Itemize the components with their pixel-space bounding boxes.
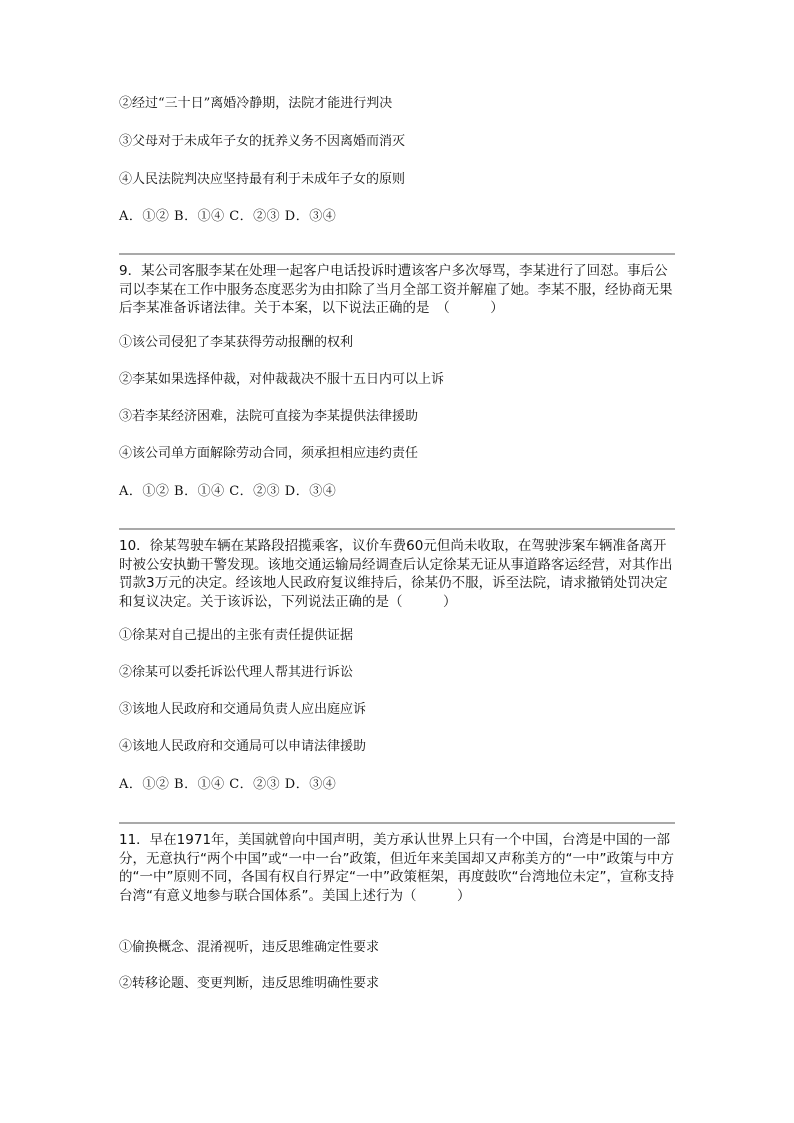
question-9 xyxy=(119,253,675,318)
q8-answer-choices: A．①② B．①④ C．②③ D．③④ xyxy=(119,209,337,224)
q9-option-1: ①该公司侵犯了李某获得劳动报酬的权利 xyxy=(119,335,354,350)
question-divider xyxy=(119,528,675,530)
q10-option-3: ③该地人民政府和交通局负责人应出庭应诉 xyxy=(119,702,367,717)
question-10 xyxy=(119,528,675,611)
q11-option-1: ①偷换概念、混淆视听，违反思维确定性要求 xyxy=(119,940,380,955)
q10-option-2: ②徐某可以委托诉讼代理人帮其进行诉讼 xyxy=(119,665,354,680)
q8-option-4: ④人民法院判决应坚持最有利于未成年子女的原则 xyxy=(119,172,406,187)
q10-option-4: ④该地人民政府和交通局可以申请法律援助 xyxy=(119,739,367,754)
question-divider xyxy=(119,822,675,824)
q9-stem: 9．某公司客服李某在处理一起客户电话投诉时遭该客户多次辱骂，李某进行了回怼。事后公司以李某在工作中服务态度恶劣为由扣除了当月全部工资并解雇了她。李某不服，经协商无果后李某准备诉诸法律。关于本案，以下说法正确的是 （ ） xyxy=(119,263,673,316)
q9-option-4: ④该公司单方面解除劳动合同，须承担相应违约责任 xyxy=(119,446,419,461)
q9-option-3: ③若李某经济困难，法院可直接为李某提供法律援助 xyxy=(119,409,419,424)
q10-answer-choices: A．①② B．①④ C．②③ D．③④ xyxy=(119,777,337,792)
q9-option-2: ②李某如果选择仲裁，对仲裁裁决不服十五日内可以上诉 xyxy=(119,372,445,387)
q8-option-2: ②经过“三十日”离婚冷静期，法院才能进行判决 xyxy=(119,96,393,111)
q11-stem: 11．早在1971年，美国就曾向中国声明，美方承认世界上只有一个中国，台湾是中国的一部分，无意执行“两个中国”或“一中一台”政策，但近年来美国却又声称美方的“一中”政策与中方的“一中”原则不同，各国有权自行界定“一中”政策框架，再度鼓吹“台湾地位未定”，宣称支持台湾“有意义地参与联合国体系”。美国上述行为（ ） xyxy=(119,832,674,904)
q8-option-3: ③父母对于未成年子女的抚养义务不因离婚而消灭 xyxy=(119,134,406,149)
question-divider xyxy=(119,253,675,255)
q9-answer-choices: A．①② B．①④ C．②③ D．③④ xyxy=(119,484,337,499)
q11-option-2: ②转移论题、变更判断，违反思维明确性要求 xyxy=(119,976,380,991)
q10-option-1: ①徐某对自己提出的主张有责任提供证据 xyxy=(119,628,354,643)
question-11 xyxy=(119,822,675,905)
q10-stem: 10．徐某驾驶车辆在某路段招揽乘客，议价车费60元但尚未收取，在驾驶涉案车辆准备离开时被公安执勤干警发现。该地交通运输局经调查后认定徐某无证从事道路客运经营，对其作出罚款3万元的决定。经该地人民政府复议维持后，徐某仍不服，诉至法院，请求撤销处罚决定和复议决定。关于该诉讼，下列说法正确的是（ ） xyxy=(119,538,673,610)
